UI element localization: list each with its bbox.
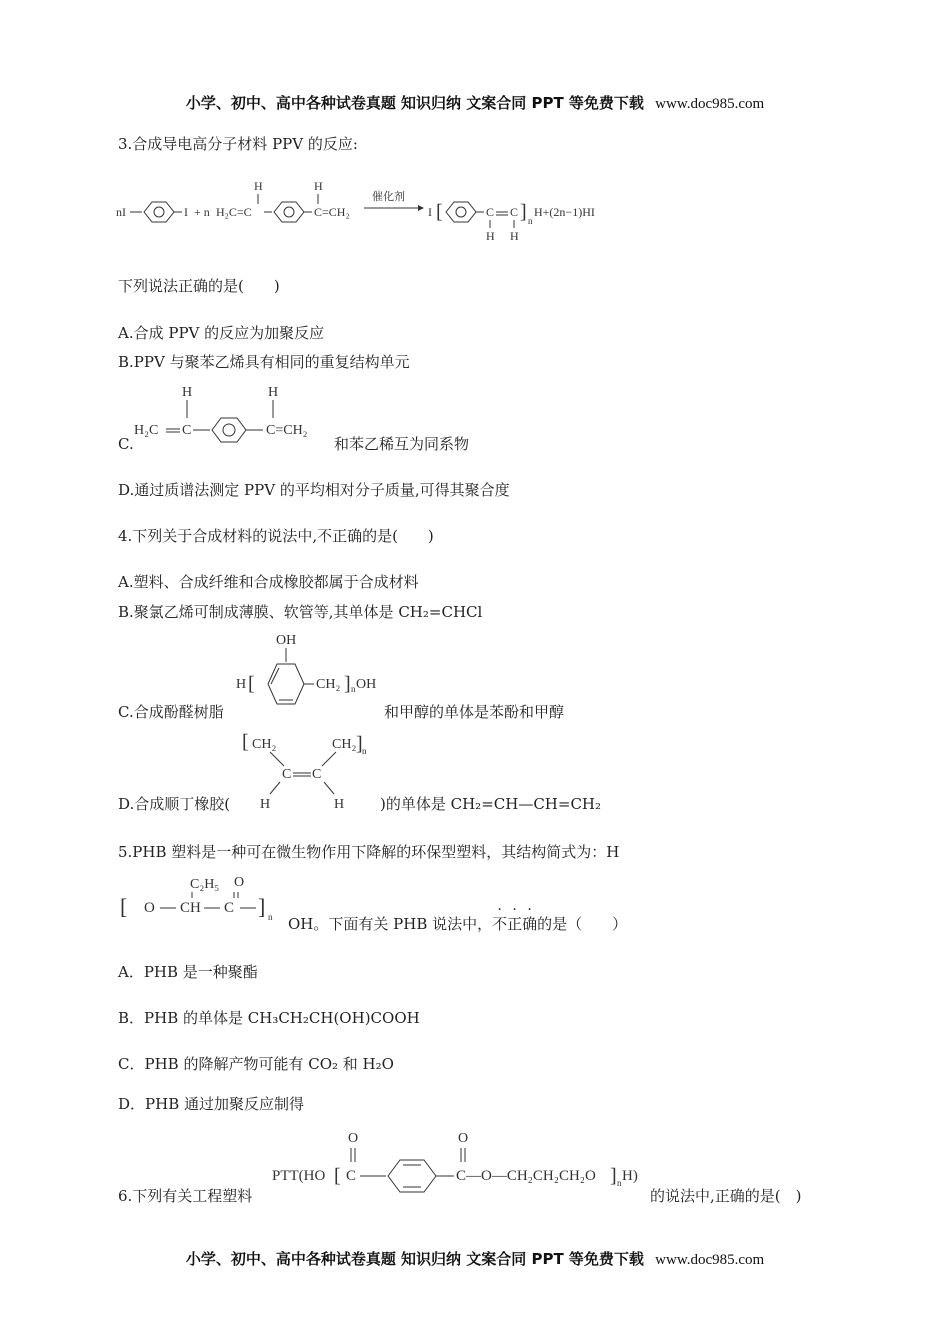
chem-H: H <box>254 179 263 193</box>
svg-text:n: n <box>351 684 356 694</box>
svg-text:H): H) <box>622 1168 638 1184</box>
svg-text:n: n <box>528 216 533 226</box>
benzene-ring <box>274 202 304 222</box>
svg-text:[: [ <box>120 894 128 919</box>
svg-text:H: H <box>260 797 271 812</box>
emph-char: · 正 <box>507 902 523 933</box>
emph-char: · 确 <box>522 902 538 933</box>
svg-text:CH₂: CH₂ <box>252 737 277 752</box>
benzene-ring <box>446 202 476 222</box>
svg-text:C₂H₅: C₂H₅ <box>190 877 220 892</box>
q4-cis-butadiene-rubber-structure <box>240 728 370 812</box>
q6-ptt-structure <box>270 1124 648 1208</box>
emph-char: · 不 <box>492 902 508 933</box>
svg-text:H: H <box>314 179 323 193</box>
svg-text:C—O—CH₂CH₂CH₂O: C—O—CH₂CH₂CH₂O <box>456 1168 596 1184</box>
svg-text:OH: OH <box>356 677 377 692</box>
ptt-label: PTT(HO <box>272 1168 326 1184</box>
svg-text:H: H <box>182 385 193 400</box>
q5-stem-text-b: 的是（ ） <box>537 915 628 933</box>
chem-C-CH2: C=CH₂ <box>314 205 350 219</box>
q4-stem: 4.下列关于合成材料的说法中,不正确的是( ) <box>118 527 434 545</box>
q6-prefix: 6.下列有关工程塑料 <box>118 1187 253 1205</box>
header-url[interactable]: www.doc985.com <box>655 96 765 112</box>
q3-reaction-equation <box>116 172 616 246</box>
q5-phb-structure <box>116 868 292 926</box>
page-footer <box>0 1248 950 1269</box>
svg-text:I: I <box>428 205 432 219</box>
footer-url[interactable]: www.doc985.com <box>655 1252 765 1268</box>
q4-option-c-suffix: 和甲醇的单体是苯酚和甲醇 <box>384 703 565 721</box>
q3-option-b: B.PPV 与聚苯乙烯具有相同的重复结构单元 <box>118 353 410 371</box>
q3-stem: 3.合成导电高分子材料 PPV 的反应: <box>118 135 358 153</box>
q5-stem-text-a: OH。下面有关 PHB 说法中， <box>288 915 493 933</box>
chem-I: I <box>184 205 188 219</box>
q3-option-c-structure <box>130 378 335 458</box>
svg-text:O: O <box>458 1131 469 1146</box>
svg-text:CH: CH <box>180 900 201 916</box>
svg-text:+ n: + n <box>194 205 210 219</box>
svg-text:[: [ <box>436 201 443 223</box>
catalyst-label: 催化剂 <box>372 191 405 203</box>
svg-text:C: C <box>346 1168 357 1184</box>
svg-text:H: H <box>236 677 247 692</box>
svg-text:CH₂: CH₂ <box>332 737 357 752</box>
svg-text:[: [ <box>334 1165 341 1187</box>
svg-text:n: n <box>362 746 367 756</box>
q3-option-c-prefix: C. <box>118 435 134 453</box>
q3-option-c-suffix: 和苯乙稀互为同系物 <box>334 435 470 453</box>
svg-text:O: O <box>348 1131 359 1146</box>
svg-text:]: ] <box>356 733 363 755</box>
chem-CH2: CH₂ <box>316 677 341 692</box>
benzene-ring <box>268 664 304 704</box>
svg-text:n: n <box>617 1178 622 1188</box>
svg-text:O: O <box>144 900 155 916</box>
q5-option-a: A．PHB 是一种聚酯 <box>118 963 258 981</box>
svg-text:H: H <box>334 797 345 812</box>
q4-option-b: B.聚氯乙烯可制成薄膜、软管等,其单体是 CH₂=CHCl <box>118 603 483 621</box>
chem-nI: nI <box>116 205 126 219</box>
chem-H2C: H₂C=C <box>216 205 252 219</box>
svg-text:C: C <box>182 423 192 438</box>
header-text: 小学、初中、高中各种试卷真题 知识归纳 文案合同 PPT 等免费下载 <box>185 94 644 112</box>
chem-H2C: H₂C <box>134 423 159 438</box>
svg-text:C=CH₂: C=CH₂ <box>266 423 308 438</box>
svg-text:]: ] <box>258 894 266 919</box>
q4-option-a: A.塑料、合成纤维和合成橡胶都属于合成材料 <box>118 573 419 591</box>
q6-suffix: 的说法中,正确的是( ) <box>650 1187 802 1205</box>
q5-stem: 5.PHB 塑料是一种可在微生物作用下降解的环保型塑料，其结构简式为：H <box>118 843 620 861</box>
benzene-ring <box>144 202 174 222</box>
svg-text:C: C <box>312 767 322 782</box>
svg-text:]: ] <box>610 1165 617 1187</box>
svg-text:[: [ <box>242 731 249 753</box>
footer-text: 小学、初中、高中各种试卷真题 知识归纳 文案合同 PPT 等免费下载 <box>185 1250 644 1268</box>
q3-prompt: 下列说法正确的是( ) <box>118 277 280 295</box>
q5-option-b: B．PHB 的单体是 CH₃CH₂CH(OH)COOH <box>118 1009 420 1027</box>
svg-text:O: O <box>234 875 245 890</box>
q5-option-d: D．PHB 通过加聚反应制得 <box>118 1095 304 1113</box>
svg-text:C: C <box>486 205 495 219</box>
page-header <box>0 92 950 113</box>
svg-text:H: H <box>510 229 519 243</box>
q5-option-c: C．PHB 的降解产物可能有 CO₂ 和 H₂O <box>118 1055 394 1073</box>
q4-phenolic-resin-structure <box>232 628 382 723</box>
q4-option-c-prefix: C.合成酚醛树脂 <box>118 703 224 721</box>
svg-text:]: ] <box>344 673 351 695</box>
benzene-ring <box>212 418 246 442</box>
svg-text:H: H <box>268 385 279 400</box>
reaction-tail: H+(2n−1)HI <box>534 205 595 219</box>
svg-text:C: C <box>224 900 235 916</box>
q3-option-d: D.通过质谱法测定 PPV 的平均相对分子质量,可得其聚合度 <box>118 481 510 499</box>
chem-OH: OH <box>276 633 297 648</box>
q4-option-d-prefix: D.合成顺丁橡胶( <box>118 795 231 813</box>
svg-text:H: H <box>486 229 495 243</box>
q3-option-a: A.合成 PPV 的反应为加聚反应 <box>118 324 325 342</box>
svg-text:C: C <box>510 205 519 219</box>
svg-text:[: [ <box>248 673 255 695</box>
svg-text:n: n <box>268 912 273 922</box>
q4-option-d-suffix: )的单体是 CH₂=CH—CH=CH₂ <box>380 795 602 813</box>
svg-text:]: ] <box>520 201 527 223</box>
svg-text:C: C <box>282 767 292 782</box>
q5-stem-line2 <box>288 902 628 934</box>
